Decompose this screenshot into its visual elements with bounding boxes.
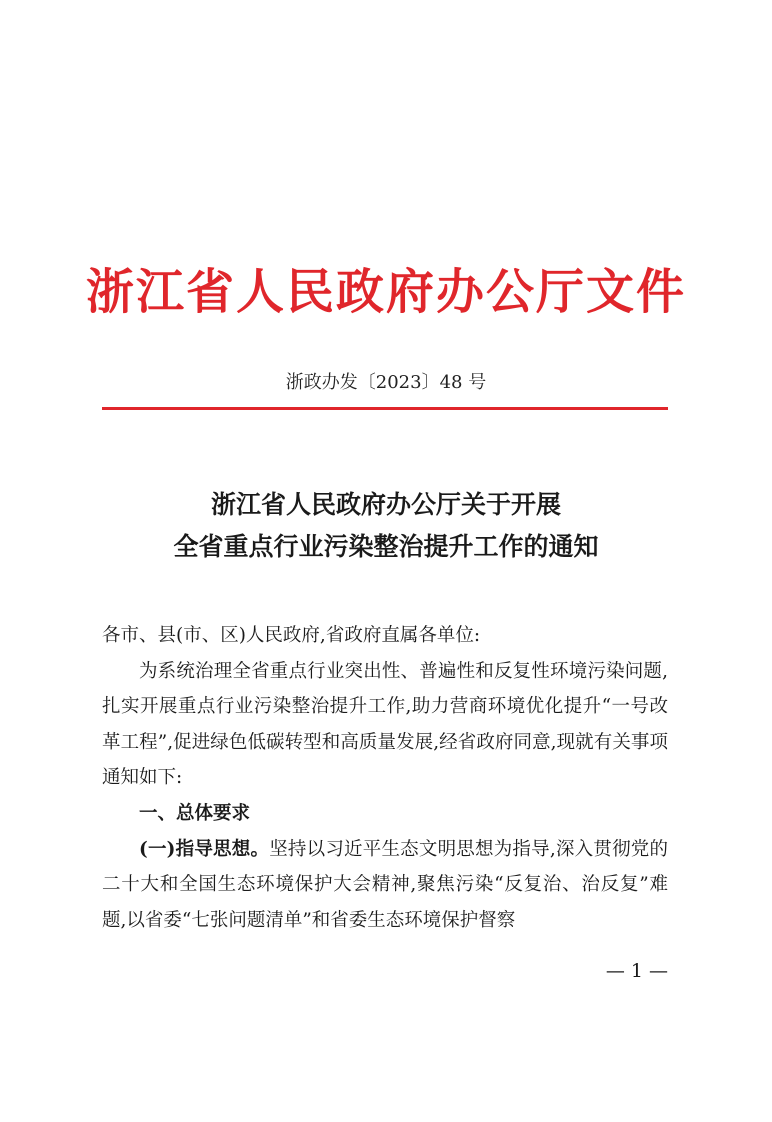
intro-paragraph: 为系统治理全省重点行业突出性、普遍性和反复性环境污染问题,扎实开展重点行业污染整治提升工作,助力营商环境优化提升“一号改革工程”,促进绿色低碳转型和高质量发展,经省政府同意,现就有关事项通知如下:	[102, 660, 668, 789]
document-title-line-2: 全省重点行业污染整治提升工作的通知	[173, 532, 599, 561]
document-title	[0, 484, 772, 568]
red-separator-line	[102, 407, 668, 410]
guiding-ideology-paragraph	[102, 832, 668, 939]
document-title-line-1: 浙江省人民政府办公厅关于开展	[210, 490, 561, 519]
guiding-ideology-text: 坚持以习近平生态文明思想为指导,深入贯彻党的二十大和全国生态环境保护大会精神,聚焦污染“反复治、治反复”难题,以省委“七张问题清单”和省委生态环境保护督察	[102, 838, 668, 931]
document-header-title: 浙江省人民政府办公厅文件	[85, 264, 686, 320]
section-heading-general-requirements: 一、总体要求	[139, 802, 251, 824]
page-number: — 1 —	[605, 960, 668, 982]
document-number: 浙政办发〔2023〕48 号	[285, 372, 487, 393]
guiding-ideology-lead: (一)指导思想。	[139, 838, 270, 860]
document-body	[102, 618, 668, 938]
salutation: 各市、县(市、区)人民政府,省政府直属各单位:	[102, 625, 481, 646]
